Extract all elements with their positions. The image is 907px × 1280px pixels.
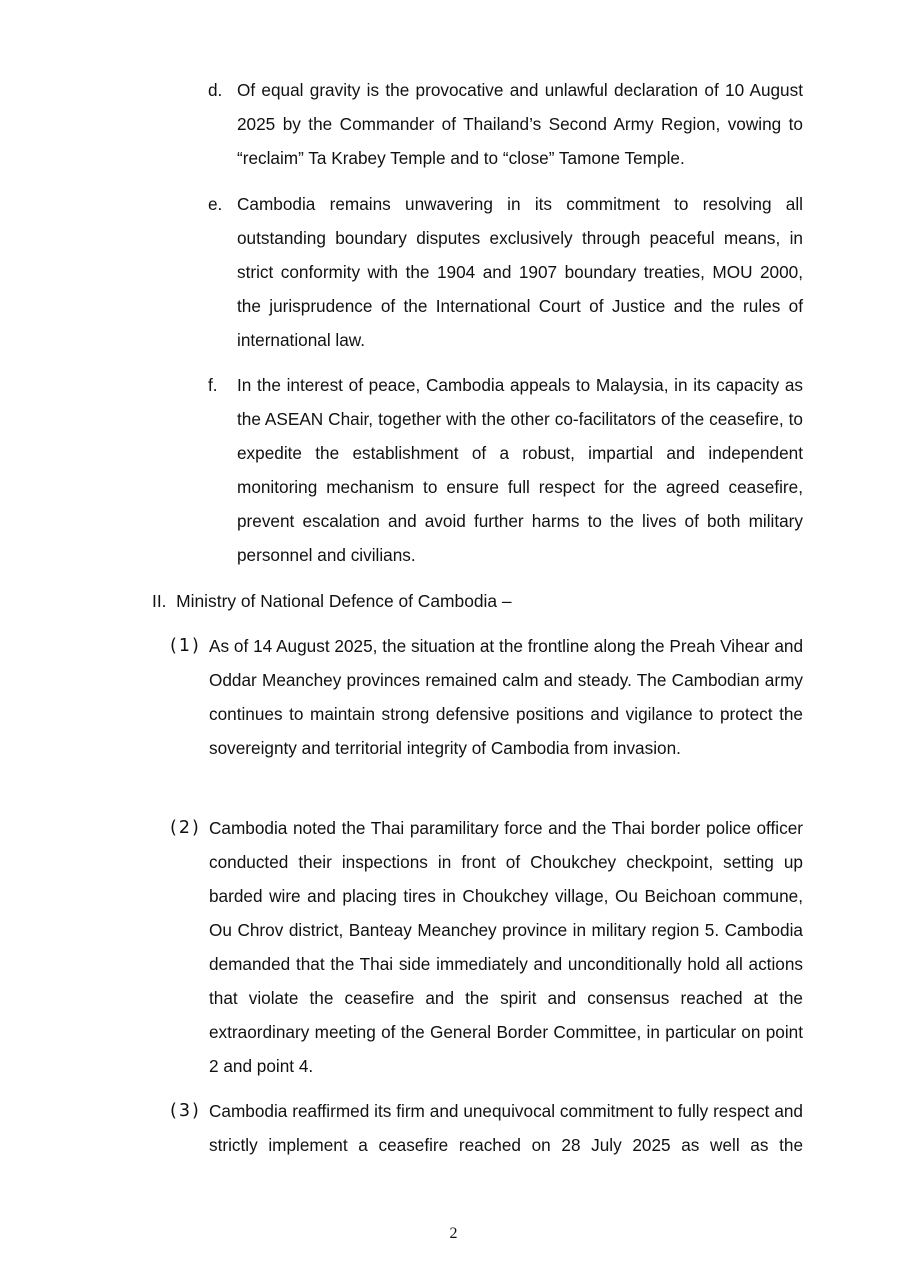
item-e-text: Cambodia remains unwavering in its commitment to resolving all outstanding boundary disputes exclusively through peaceful means, in strict conformity with the 1904 and 1907 boundary treaties, MOU 2000, the jurisprudence of the International Court of Justice and the rules of international law. <box>237 194 803 350</box>
item-2-label: (2) <box>170 818 201 838</box>
item-d-text: Of equal gravity is the provocative and unlawful declaration of 10 August 2025 by the Commander of Thailand’s Second Army Region, vowing to “reclaim” Ta Krabey Temple and to “close” Tamone Temple. <box>237 80 803 168</box>
item-3-text: Cambodia reaffirmed its firm and unequivocal commitment to fully respect and strictly implement a ceasefire reached on 28 July 2025 as well as the <box>209 1101 803 1155</box>
section-heading: II. Ministry of National Defence of Cambodia – <box>152 591 512 611</box>
item-1-label: (1) <box>170 636 201 656</box>
item-1-text: As of 14 August 2025, the situation at the frontline along the Preah Vihear and Oddar Meanchey provinces remained calm and steady. The Cambodian army continues to maintain strong defensive positions and vigilance to protect the sovereignty and territorial integrity of Cambodia from invasion. <box>209 636 803 758</box>
page-number: 2 <box>449 1225 458 1242</box>
item-f-label: f. <box>208 375 218 395</box>
item-e-label: e. <box>208 194 223 214</box>
item-f-text: In the interest of peace, Cambodia appeals to Malaysia, in its capacity as the ASEAN Chair, together with the other co-facilitators of the ceasefire, to expedite the establishment of a robust, impartial and independent monitoring mechanism to ensure full respect for the agreed ceasefire, prevent escalation and avoid further harms to the lives of both military personnel and civilians. <box>237 375 803 565</box>
item-d-label: d. <box>208 80 223 100</box>
item-2-text: Cambodia noted the Thai paramilitary force and the Thai border police officer conducted their inspections in front of Choukchey checkpoint, setting up barded wire and placing tires in Choukchey village, Ou Beichoan commune, Ou Chrov district, Banteay Meanchey province in military region 5. Cambodia demanded that the Thai side immediately and unconditionally hold all actions that violate the ceasefire and the spirit and consensus reached at the extraordinary meeting of the General Border Committee, in particular on point 2 and point 4. <box>209 818 803 1076</box>
item-3-label: (3) <box>170 1101 201 1121</box>
